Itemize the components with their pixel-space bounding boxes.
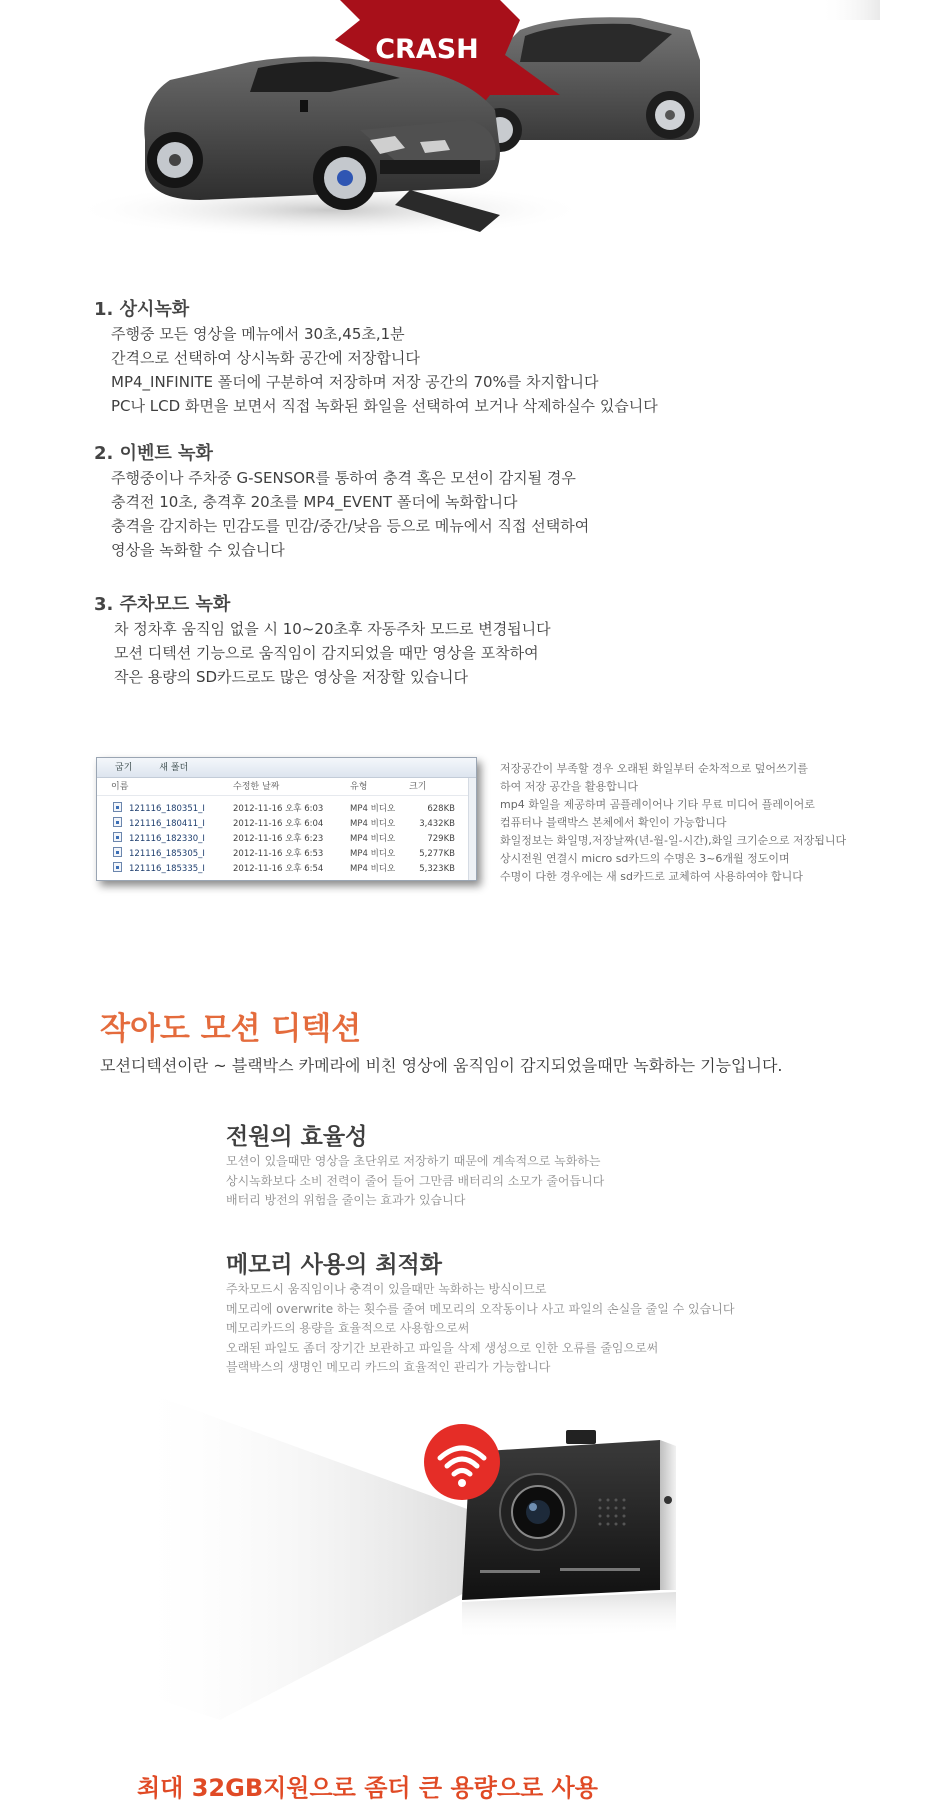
explorer-scrollbar[interactable] — [468, 778, 476, 880]
section-title: 1. 상시녹화 — [94, 299, 190, 320]
section-line: 충격을 감지하는 민감도를 민감/중간/낮음 등으로 메뉴에서 직접 선택하여 — [111, 517, 590, 535]
column-type[interactable]: 유형 — [350, 782, 368, 792]
explorer-column-header — [97, 778, 476, 796]
feature-line: 모션이 있을때만 영상을 초단위로 저장하기 때문에 계속적으로 녹화하는 — [226, 1154, 601, 1168]
file-row[interactable] — [97, 862, 476, 877]
section-title: 2. 이벤트 녹화 — [94, 443, 213, 464]
feature-line: 메모리카드의 용량을 효율적으로 사용함으로써 — [226, 1321, 470, 1335]
file-type: MP4 비디오 — [350, 804, 396, 814]
file-date: 2012-11-16 오후 6:54 — [233, 864, 324, 874]
section-line: 영상을 녹화할 수 있습니다 — [111, 541, 285, 559]
dashcam-illustration — [0, 1390, 929, 1720]
file-date: 2012-11-16 오후 6:23 — [233, 834, 324, 844]
file-size: 729KB — [427, 834, 455, 844]
file-row[interactable] — [97, 817, 476, 832]
file-date: 2012-11-16 오후 6:04 — [233, 819, 324, 829]
video-file-icon — [113, 832, 122, 842]
file-row[interactable] — [97, 832, 476, 847]
section-event-recording — [94, 442, 589, 562]
feature-line: 주차모드시 움직임이나 충격이 있을때만 녹화하는 방식이므로 — [226, 1282, 547, 1296]
file-size: 5,277KB — [419, 849, 455, 859]
file-date: 2012-11-16 오후 6:53 — [233, 849, 324, 859]
feature-line: 메모리에 overwrite 하는 횟수를 줄여 메모리의 오작동이나 사고 파일의 손실을 줄일 수 있습니다 — [226, 1301, 735, 1316]
file-type: MP4 비디오 — [350, 849, 396, 859]
motion-detection-description: 모션디텍션이란 ~ 블랙박스 카메라에 비친 영상에 움직임이 감지되었을때만 녹화하는 기능입니다. — [100, 1056, 783, 1075]
storage-note-line: 수명이 다한 경우에는 새 sd카드로 교체하여 사용하여야 합니다 — [500, 870, 803, 883]
feature-power-efficiency — [226, 1122, 604, 1211]
video-file-icon — [113, 847, 122, 857]
feature-line: 상시녹화보다 소비 전력이 줄어 들어 그만큼 배터리의 소모가 줄어듭니다 — [226, 1173, 605, 1188]
section-line: 주행중이나 주차중 G-SENSOR를 통하여 충격 혹은 모션이 감지될 경우 — [111, 469, 576, 487]
light-glow — [820, 0, 880, 20]
explorer-toolbar — [97, 758, 476, 778]
camera-light-beam — [130, 1390, 470, 1720]
feature-title: 전원의 효율성 — [226, 1124, 368, 1150]
feature-title: 메모리 사용의 최적화 — [226, 1252, 442, 1278]
crash-hero-image — [0, 0, 929, 260]
file-name: 121116_185305_I — [129, 849, 205, 859]
storage-notes — [500, 760, 900, 886]
section-line: 주행중 모든 영상을 메뉴에서 30초,45초,1분 — [111, 325, 405, 343]
section-line: 작은 용량의 SD카드로도 많은 영상을 저장할 있습니다 — [114, 668, 468, 686]
file-row[interactable] — [97, 802, 476, 817]
video-file-icon — [113, 802, 122, 812]
dashcam-reflection — [462, 1592, 676, 1640]
motion-detection-title: 작아도 모션 디텍션 — [100, 1011, 362, 1047]
storage-note-line: 하여 저장 공간을 활용합니다 — [500, 780, 639, 793]
section-line: 차 정차후 움직임 없을 시 10~20초후 자동주차 모드로 변경됩니다 — [114, 620, 551, 638]
column-name[interactable]: 이름 — [111, 782, 129, 792]
file-type: MP4 비디오 — [350, 834, 396, 844]
file-type: MP4 비디오 — [350, 819, 396, 829]
feature-memory-optimization — [226, 1250, 734, 1378]
new-folder-button[interactable]: 새 폴더 — [159, 763, 189, 773]
file-size: 628KB — [427, 804, 455, 814]
file-name: 121116_180351_I — [129, 804, 205, 814]
section-line: PC나 LCD 화면을 보면서 직접 녹화된 화일을 선택하여 보거나 삭제하실수 있습니다 — [111, 397, 658, 415]
section-line: 모션 디텍션 기능으로 움직임이 감지되었을 때만 영상을 포착하여 — [114, 644, 539, 662]
file-type: MP4 비디오 — [350, 864, 396, 874]
file-date: 2012-11-16 오후 6:03 — [233, 804, 324, 814]
column-size[interactable]: 크기 — [409, 782, 427, 792]
file-name: 121116_180411_I — [129, 819, 205, 829]
dashcam-product-image — [0, 1390, 929, 1720]
storage-note-line: 화일정보는 화일명,저장날짜(년-월-일-시간),화일 크기순으로 저장됩니다 — [500, 834, 847, 847]
file-size: 5,323KB — [419, 864, 455, 874]
capacity-headline: 최대 32GB지원으로 좀더 큰 용량으로 사용 — [137, 1774, 598, 1802]
column-date[interactable]: 수정한 날짜 — [233, 782, 280, 792]
storage-note-line: 상시전원 연결시 micro sd카드의 수명은 3~6개월 정도이며 — [500, 852, 790, 865]
file-list — [97, 796, 476, 877]
feature-line: 블랙박스의 생명인 메모리 카드의 효율적인 관리가 가능합니다 — [226, 1360, 551, 1374]
file-size: 3,432KB — [419, 819, 455, 829]
storage-note-line: 저장공간이 부족할 경우 오래된 화일부터 순차적으로 덮어쓰기를 — [500, 762, 808, 775]
storage-note-line: mp4 화일을 제공하며 곰플레이어나 기타 무료 미디어 플레이어로 — [500, 798, 815, 811]
section-line: MP4_INFINITE 폴더에 구분하여 저장하며 저장 공간의 70%를 차지합니다 — [111, 373, 599, 391]
wifi-badge — [424, 1424, 500, 1500]
video-file-icon — [113, 817, 122, 827]
crash-label: CRASH — [375, 34, 479, 65]
burn-button[interactable]: 굽기 — [115, 763, 133, 773]
storage-note-line: 컴퓨터나 블랙박스 본체에서 확인이 가능합니다 — [500, 816, 727, 829]
file-explorer-screenshot — [96, 757, 477, 881]
file-name: 121116_185335_I — [129, 864, 205, 874]
feature-line: 오래된 파일도 좀더 장기간 보관하고 파일을 삭제 생성으로 인한 오류를 줄임으로써 — [226, 1340, 659, 1355]
file-name: 121116_182330_I — [129, 834, 205, 844]
feature-line: 배터리 방전의 위험을 줄이는 효과가 있습니다 — [226, 1193, 466, 1207]
section-title: 3. 주차모드 녹화 — [94, 594, 231, 615]
file-row[interactable] — [97, 847, 476, 862]
section-continuous-recording — [94, 298, 658, 418]
section-parking-mode — [94, 593, 551, 689]
section-line: 간격으로 선택하여 상시녹화 공간에 저장합니다 — [111, 349, 420, 367]
section-line: 충격전 10초, 충격후 20초를 MP4_EVENT 폴더에 녹화합니다 — [111, 493, 518, 511]
video-file-icon — [113, 862, 122, 872]
